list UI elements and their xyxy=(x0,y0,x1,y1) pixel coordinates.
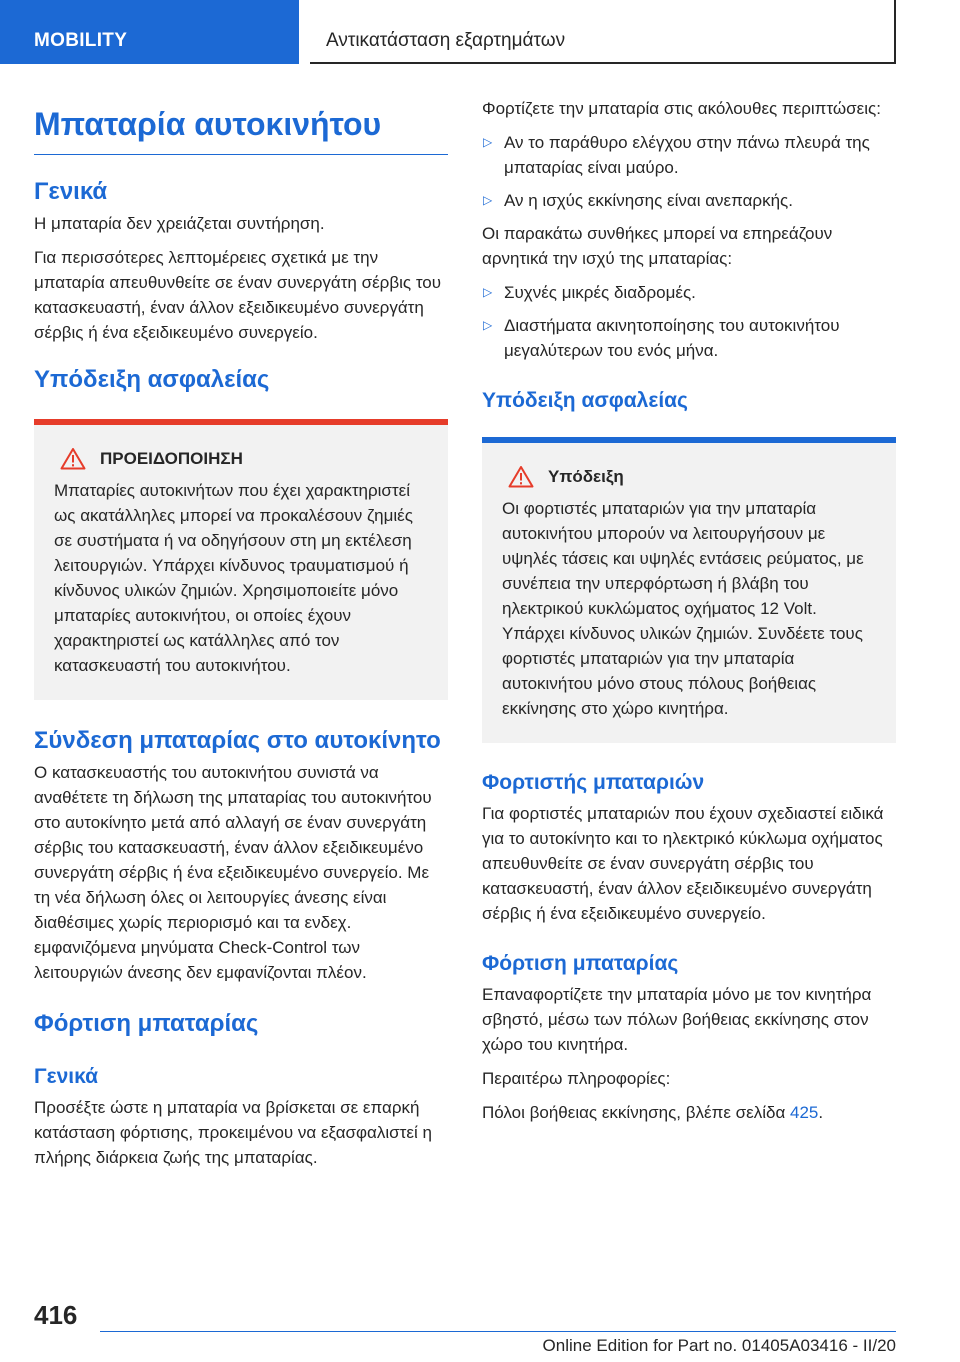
section-tab[interactable] xyxy=(0,0,299,64)
chapter-title: Αντικατάσταση εξαρτημάτων xyxy=(326,30,566,51)
page-reference-link[interactable]: 425 xyxy=(790,1103,819,1122)
charger-text: Για φορτιστές μπαταριών που έχουν σχεδιαστεί ειδικά για το αυτοκίνητο και το ηλεκτρικό κύκλωμα οχήματος απευθυνθείτε σε έναν συνεργάτη σέρβις του κατασκευαστή, έναν άλλον εξειδικευμένο συνεργάτη σέρβις ή ένα εξειδικευμένο συνεργείο. xyxy=(482,804,884,923)
right-column xyxy=(482,96,896,1134)
safety-heading-right: Υπόδειξη ασφαλείας xyxy=(482,389,688,412)
list-item: ▷ Αν η ισχύς εκκίνησης είναι ανεπαρκής. xyxy=(482,188,896,213)
warning-text: Μπαταρίες αυτοκινήτων που έχει χαρακτηριστεί ως ακατάλληλες μπορεί να προκαλέσουν ζημιές σε συστήματα ή να οδηγήσουν στη μη εκτέλεση λειτουργιών. Υπάρχει κίνδυνος τραυματισμού ή κίνδυνος υλικών ζημιών. Χρησιμοποιείτε μόνο μπαταρίες αυτοκινήτου, οι οποίες έχουν χαρακτηριστεί ως κατάλληλες από τον κατασκευαστή του αυτοκινήτου. xyxy=(54,481,413,675)
safety-heading-left: Υπόδειξη ασφαλείας xyxy=(34,366,270,393)
note-box xyxy=(482,437,896,743)
charging-text: Επαναφορτίζετε την μπαταρία μόνο με τον κινητήρα σβηστό, μέσω των πόλων βοήθειας εκκίνησης στον χώρο του κινητήρα. xyxy=(482,985,872,1054)
charging-heading-right: Φόρτιση μπαταρίας xyxy=(482,952,679,975)
general-text-1: Η μπαταρία δεν χρειάζεται συντήρηση. xyxy=(34,214,325,233)
more-info-label: Περαιτέρω πληροφορίες: xyxy=(482,1069,671,1088)
page-number: 416 xyxy=(34,1300,78,1330)
note-text: Οι φορτιστές μπαταριών για την μπαταρία αυτοκινήτου μπορούν να λειτουργήσουν με υψηλές τάσεις και υψηλές εντάσεις ρεύματος, με συνέπεια την υπερφόρτωση ή βλάβη του ηλεκτρικού κυκλώματος οχήματος 12 Volt. Υπάρχει κίνδυνος υλικών ζημιών. Συνδέετε τους φορτιστές μπαταριών για την μπαταρία αυτοκινήτου μόνο στους πόλους βοήθειας εκκίνησης στο χώρο κινητήρα. xyxy=(502,499,864,718)
connect-text: Ο κατασκευαστής του αυτοκινήτου συνιστά να αναθέτετε τη δήλωση της μπαταρίας του αυτοκινήτου στο αυτοκίνητο μετά από αλλαγή σε έναν συνεργάτη σέρβις του κατασκευαστή, έναν άλλον εξειδικευμένο συνεργάτη σέρβις ή ένα εξειδικευμένο συνεργείο. Με τη νέα δήλωση όλες οι λειτουργίες άνεσης είναι διαθέσιμες χωρίς περιορισμό και τα ενδεχ. εμφανιζόμενα μηνύματα Check-Control των λειτουργιών άνεσης δεν εμφανίζονται πλέον. xyxy=(34,763,432,982)
list-item: ▷ Αν το παράθυρο ελέγχου στην πάνω πλευρά της μπαταρίας είναι μαύρο. xyxy=(482,130,896,180)
warning-box xyxy=(34,419,448,700)
charge-cases-list xyxy=(482,130,896,213)
charging-general-heading: Γενικά xyxy=(34,1065,99,1088)
general-heading: Γενικά xyxy=(34,178,108,205)
connect-heading: Σύνδεση μπαταρίας στο αυτοκίνητο xyxy=(34,727,441,754)
warning-triangle-icon xyxy=(508,465,534,488)
list-item: ▷ Διαστήματα ακινητοποίησης του αυτοκινήτου μεγαλύτερων του ενός μήνα. xyxy=(482,313,896,363)
charger-heading: Φορτιστής μπαταριών xyxy=(482,771,705,794)
bullet-triangle-icon: ▷ xyxy=(483,318,493,332)
conditions-intro: Οι παρακάτω συνθήκες μπορεί να επηρεάζουν αρνητικά την ισχύ της μπαταρίας: xyxy=(482,224,833,268)
note-title: Υπόδειξη xyxy=(548,466,624,486)
bullet-triangle-icon: ▷ xyxy=(483,193,493,207)
bullet-triangle-icon: ▷ xyxy=(483,285,493,299)
charging-heading-left: Φόρτιση μπαταρίας xyxy=(34,1010,259,1037)
list-item: ▷ Συχνές μικρές διαδρομές. xyxy=(482,280,896,305)
conditions-list xyxy=(482,280,896,363)
bullet-triangle-icon: ▷ xyxy=(483,135,493,149)
charging-general-text: Προσέξτε ώστε η μπαταρία να βρίσκεται σε επαρκή κατάσταση φόρτισης, προκειμένου να εξασφαλιστεί η πλήρης διάρκεια ζωής της μπαταρίας. xyxy=(34,1098,432,1167)
footer-edition: Online Edition for Part no. 01405A03416 - II/20 xyxy=(542,1336,896,1355)
charge-cases-intro: Φορτίζετε την μπαταρία στις ακόλουθες περιπτώσεις: xyxy=(482,99,881,118)
warning-title: ΠΡΟΕΙΔΟΠΟΙΗΣΗ xyxy=(100,448,243,468)
footer-divider xyxy=(100,1331,896,1332)
reference-line: Πόλοι βοήθειας εκκίνησης, βλέπε σελίδα 425. xyxy=(482,1103,824,1122)
left-column xyxy=(34,96,448,1179)
general-text-2: Για περισσότερες λεπτομέρειες σχετικά με την μπαταρία απευθυνθείτε σε έναν συνεργάτη σέρβις του κατασκευαστή, έναν άλλον εξειδικευμένο συνεργάτη σέρβις ή ένα εξειδικευμένο συνεργείο. xyxy=(34,248,442,342)
page-title: Μπαταρία αυτοκινήτου xyxy=(34,104,448,155)
chapter-header xyxy=(310,0,896,64)
warning-triangle-icon xyxy=(60,447,86,470)
section-label: MOBILITY xyxy=(34,30,128,51)
